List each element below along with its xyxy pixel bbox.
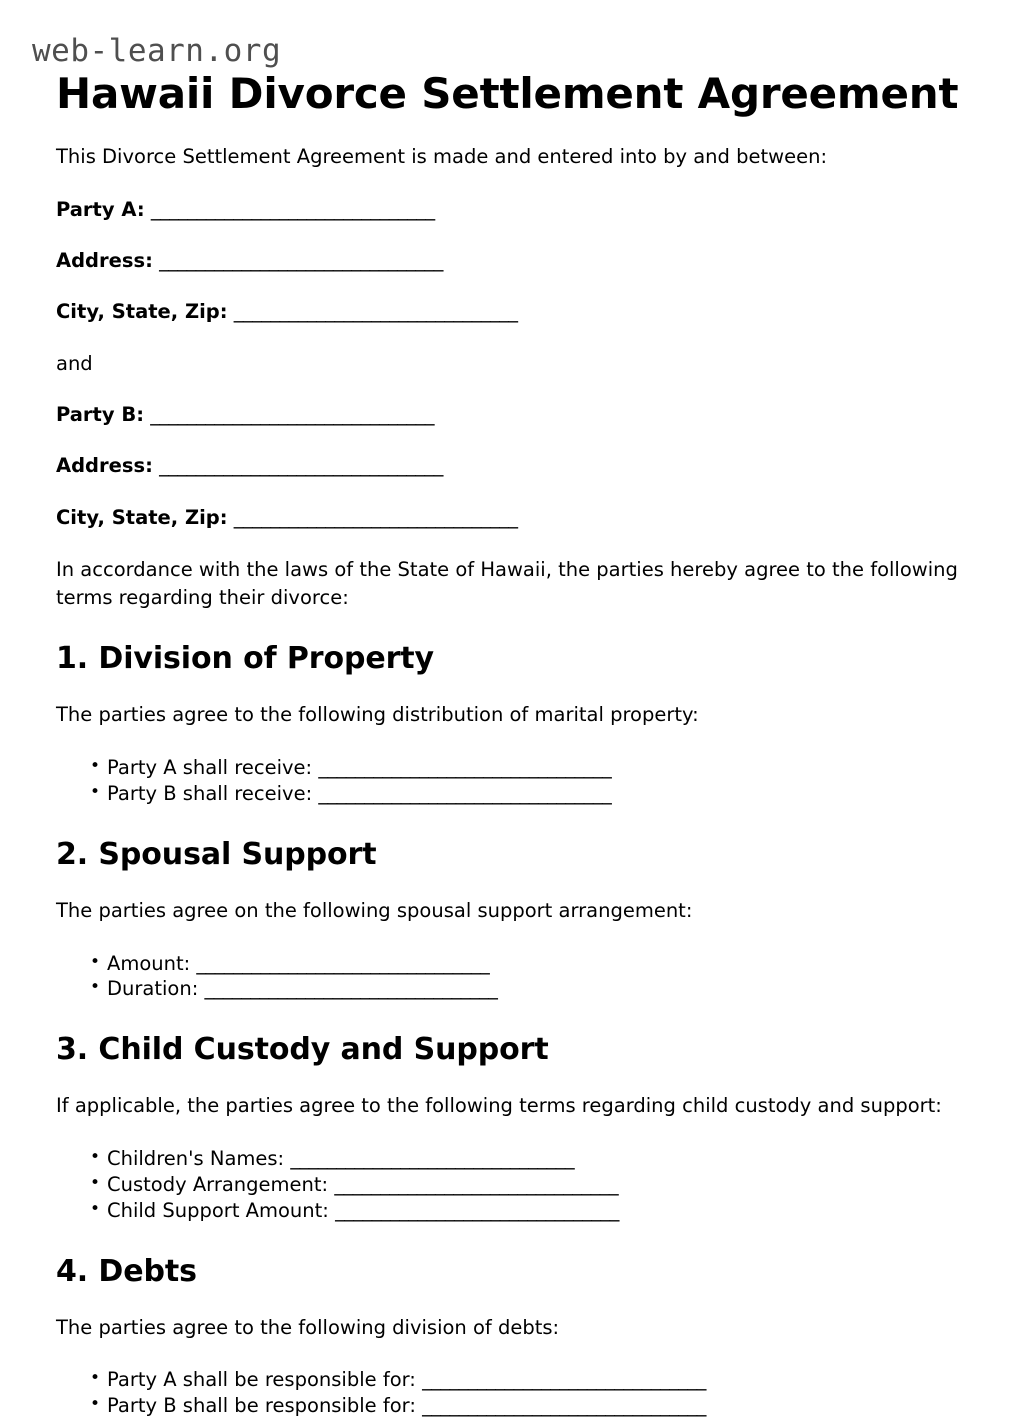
party-a-address-blank[interactable]: _______________________________ <box>159 249 443 273</box>
debts-field-list <box>56 1367 976 1419</box>
site-watermark: web-learn.org <box>32 33 282 69</box>
child-custody-field-list <box>56 1146 976 1224</box>
section-heading-debts: 4. Debts <box>56 1253 197 1289</box>
list-item <box>56 781 976 807</box>
section-lead-property: The parties agree to the following distribution of marital property: <box>56 703 699 727</box>
field-label: Party A shall receive: <box>107 755 313 779</box>
section-lead-spousal-support: The parties agree on the following spousal support arrangement: <box>56 898 693 922</box>
field-label: Party A shall be responsible for: <box>107 1368 416 1392</box>
list-item <box>56 1172 976 1198</box>
party-b-city-blank[interactable]: _______________________________ <box>233 505 518 529</box>
list-item <box>56 976 976 1002</box>
field-blank[interactable]: ________________________________ <box>204 977 498 1001</box>
field-label: Duration: <box>107 977 199 1001</box>
intro-paragraph: This Divorce Settlement Agreement is made and entered into by and between: <box>56 145 828 169</box>
section-heading-child-custody: 3. Child Custody and Support <box>56 1032 549 1068</box>
party-b-city-field <box>56 505 976 531</box>
field-blank[interactable]: ________________________________ <box>318 755 612 779</box>
party-b-address-blank[interactable]: _______________________________ <box>159 454 443 478</box>
section-heading-spousal-support: 2. Spousal Support <box>56 836 377 872</box>
party-b-address-label: Address: <box>56 454 153 478</box>
list-item <box>56 1393 976 1419</box>
party-a-name-field <box>56 197 976 223</box>
party-b-city-label: City, State, Zip: <box>56 505 228 529</box>
party-b-name-label: Party B: <box>56 402 145 426</box>
section-lead-child-custody: If applicable, the parties agree to the following terms regarding child custody and support: <box>56 1094 942 1118</box>
property-field-list <box>56 755 976 807</box>
spousal-support-field-list <box>56 951 976 1003</box>
list-item <box>56 1198 976 1224</box>
field-blank[interactable]: _______________________________ <box>334 1172 618 1196</box>
field-label: Party B shall receive: <box>107 781 313 805</box>
party-b-name-field <box>56 402 976 428</box>
field-label: Amount: <box>107 951 191 975</box>
section-lead-debts: The parties agree to the following division of debts: <box>56 1315 560 1339</box>
list-item <box>56 1367 976 1393</box>
party-b-name-blank[interactable]: _______________________________ <box>150 402 434 426</box>
party-b-address-field <box>56 453 976 479</box>
field-blank[interactable]: ________________________________ <box>196 951 490 975</box>
party-a-city-field <box>56 299 976 325</box>
field-label: Child Support Amount: <box>107 1198 329 1222</box>
field-blank[interactable]: ________________________________ <box>318 781 612 805</box>
field-label: Custody Arrangement: <box>107 1172 329 1196</box>
accordance-paragraph: In accordance with the laws of the State of Hawaii, the parties hereby agree to the following terms regarding their divorce: <box>56 557 958 609</box>
page-title: Hawaii Divorce Settlement Agreement <box>56 69 959 118</box>
section-heading-property: 1. Division of Property <box>56 641 435 677</box>
field-label: Children's Names: <box>107 1147 285 1171</box>
party-a-city-blank[interactable]: _______________________________ <box>233 300 518 324</box>
list-item <box>56 755 976 781</box>
list-item <box>56 951 976 977</box>
connector-text: and <box>56 351 93 375</box>
field-blank[interactable]: _______________________________ <box>422 1368 706 1392</box>
party-a-city-label: City, State, Zip: <box>56 300 228 324</box>
field-blank[interactable]: _______________________________ <box>422 1394 706 1418</box>
field-blank[interactable]: _______________________________ <box>290 1147 574 1171</box>
party-a-name-blank[interactable]: _______________________________ <box>150 197 435 221</box>
party-a-address-label: Address: <box>56 249 153 273</box>
party-a-name-label: Party A: <box>56 197 145 221</box>
field-blank[interactable]: _______________________________ <box>335 1198 619 1222</box>
field-label: Party B shall be responsible for: <box>107 1394 416 1418</box>
party-a-address-field <box>56 248 976 274</box>
document-body <box>56 70 976 1427</box>
list-item <box>56 1146 976 1172</box>
